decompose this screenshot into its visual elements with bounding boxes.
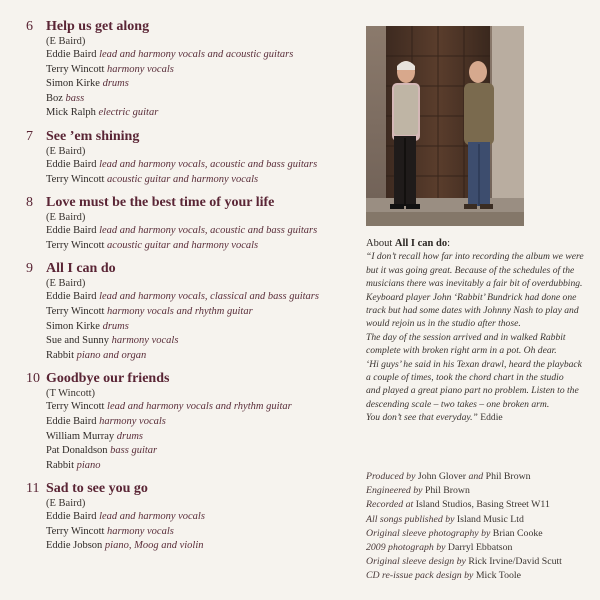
track-title: Love must be the best time of your life [46,195,275,211]
track-composer: (T Wincott) [46,388,96,400]
track-number: 6 [26,19,33,34]
production-credits [366,470,592,584]
credit-name: Eddie Baird [46,511,97,523]
credit-name: Mick Ralph [46,107,96,119]
credit-name: Simon Kirke [46,320,100,332]
track-composer: (E Baird) [46,278,86,290]
credit-role: piano [76,459,101,471]
track-number: 7 [26,128,33,144]
credit-line [46,349,346,364]
track-10 [26,370,346,473]
track-composer: (E Baird) [46,212,86,224]
credit-name: Terry Wincott [46,173,105,185]
credit-line [46,224,346,239]
track-composer: (E Baird) [46,498,86,510]
production-line: Produced by John Glover and Phil Brown [366,471,531,482]
credit-name: Eddie Baird [46,49,97,60]
track-number: 10 [26,371,40,387]
album-title: All I can do [394,238,448,249]
production-line: All songs published by Island Music Ltd [366,513,524,525]
quote-signature: Eddie [480,412,503,424]
track-8 [26,194,346,253]
credit-name: Simon Kirke [46,78,100,90]
credit-role: acoustic guitar and harmony vocals [107,173,259,185]
about-section [366,237,592,425]
band-photo [366,26,524,226]
credit-line [46,539,346,554]
track-composer: (E Baird) [46,36,86,47]
credit-name: Pat Donaldson [46,445,108,457]
credit-name: Rabbit [46,349,74,361]
credit-role: electric guitar [98,107,159,119]
credit-name: Terry Wincott [46,305,105,317]
credit-role: bass guitar [110,445,158,457]
credit-name: Terry Wincott [46,63,105,75]
credit-line [46,400,346,415]
track-list [26,18,346,561]
about-quote: “I don’t recall how far into recording the album we were but it was going great. Because of the schedules of the musicians there was inevitably a fair bit of overdubbing. Keyboard player John ‘Rabbit’ Bundrick had done one track but had some dates with Johnny Nash to play and would rejoin us in the studio after those. The day of the session arrived and in walked Rabbit complete with broken right arm in a pot. Oh dear. ‘Hi guys’ he said in his Texan drawl, heard the playback a couple of times, took the chord chart in the studio and played a great piano part no problem. Listen to the descending scale – two takes – one broken arm. You don’t see that everyday.” Eddie [366,251,584,424]
track-title: See ’em shining [46,128,140,144]
credit-role: harmony vocals [107,63,174,75]
credit-role: lead and harmony vocals [99,511,205,523]
credit-role: drums [102,320,129,332]
credit-name: Eddie Baird [46,158,97,170]
credit-line [46,158,346,173]
credit-name: Eddie Baird [46,415,97,427]
credit-line [46,290,346,305]
credit-line [46,173,346,188]
credit-line [46,92,346,107]
track-number: 11 [26,481,40,497]
band-photo-image [366,26,524,226]
credit-line [46,444,346,459]
credit-line [46,510,346,525]
credit-name: Terry Wincott [46,401,105,413]
credit-line [46,239,346,254]
production-line: Original sleeve photography by Brian Cooke [366,527,543,539]
credit-line [46,320,346,335]
track-7 [26,128,346,187]
credit-name: William Murray [46,430,115,442]
credit-line [46,305,346,320]
credit-name: Terry Wincott [46,525,105,537]
credit-line [46,459,346,474]
credit-role: lead and harmony vocals, acoustic and bass guitars [99,225,318,237]
track-number: 9 [26,261,33,277]
production-line: Engineered by Phil Brown [366,485,470,497]
credit-role: drums [102,78,129,90]
credit-line [46,430,346,445]
about-heading: About All I can do: [366,238,451,249]
credit-name: Rabbit [46,459,74,471]
credit-line [46,77,346,92]
credit-role: lead and harmony vocals, classical and bass guitars [99,291,319,303]
credit-role: lead and harmony vocals, acoustic and bass guitars [99,158,318,170]
credit-name: Terry Wincott [46,239,105,251]
track-6 [26,18,346,121]
credit-role: piano and organ [76,349,147,361]
track-number: 8 [26,195,33,211]
credit-line [46,525,346,540]
credit-role: piano, Moog and violin [104,540,204,552]
credit-role: bass [65,92,85,104]
credit-line [46,63,346,78]
track-title: Sad to see you go [46,481,148,497]
credit-role: acoustic guitar and harmony vocals [107,239,259,251]
credit-line [46,106,346,121]
credit-role: harmony vocals [99,415,166,427]
track-composer: (E Baird) [46,145,86,157]
track-title: Help us get along [46,19,150,34]
credit-name: Boz [46,92,63,104]
credit-line [46,48,346,63]
credit-role: harmony vocals [111,335,179,347]
credit-role: harmony vocals [107,525,174,537]
credit-name: Eddie Jobson [46,540,103,552]
credit-name: Eddie Baird [46,225,97,237]
credit-line [46,334,346,349]
credit-role: harmony vocals and rhythm guitar [107,305,253,317]
track-9 [26,260,346,363]
production-line: CD re-issue pack design by Mick Toole [366,570,521,582]
credit-role: drums [116,430,143,442]
track-11 [26,480,346,554]
track-title: Goodbye our friends [46,371,170,387]
credit-name: Sue and Sunny [46,335,109,347]
credit-name: Eddie Baird [46,291,97,303]
production-line: 2009 photograph by Darryl Ebbatson [366,542,513,554]
credit-role: lead and harmony vocals and acoustic guitars [99,49,294,60]
credit-line [46,415,346,430]
production-line: Recorded at Island Studios, Basing Street W11 [366,499,550,511]
credit-role: lead and harmony vocals and rhythm guitar [107,401,292,413]
production-line: Original sleeve design by Rick Irvine/David Scutt [366,556,562,568]
track-title: All I can do [46,261,116,277]
